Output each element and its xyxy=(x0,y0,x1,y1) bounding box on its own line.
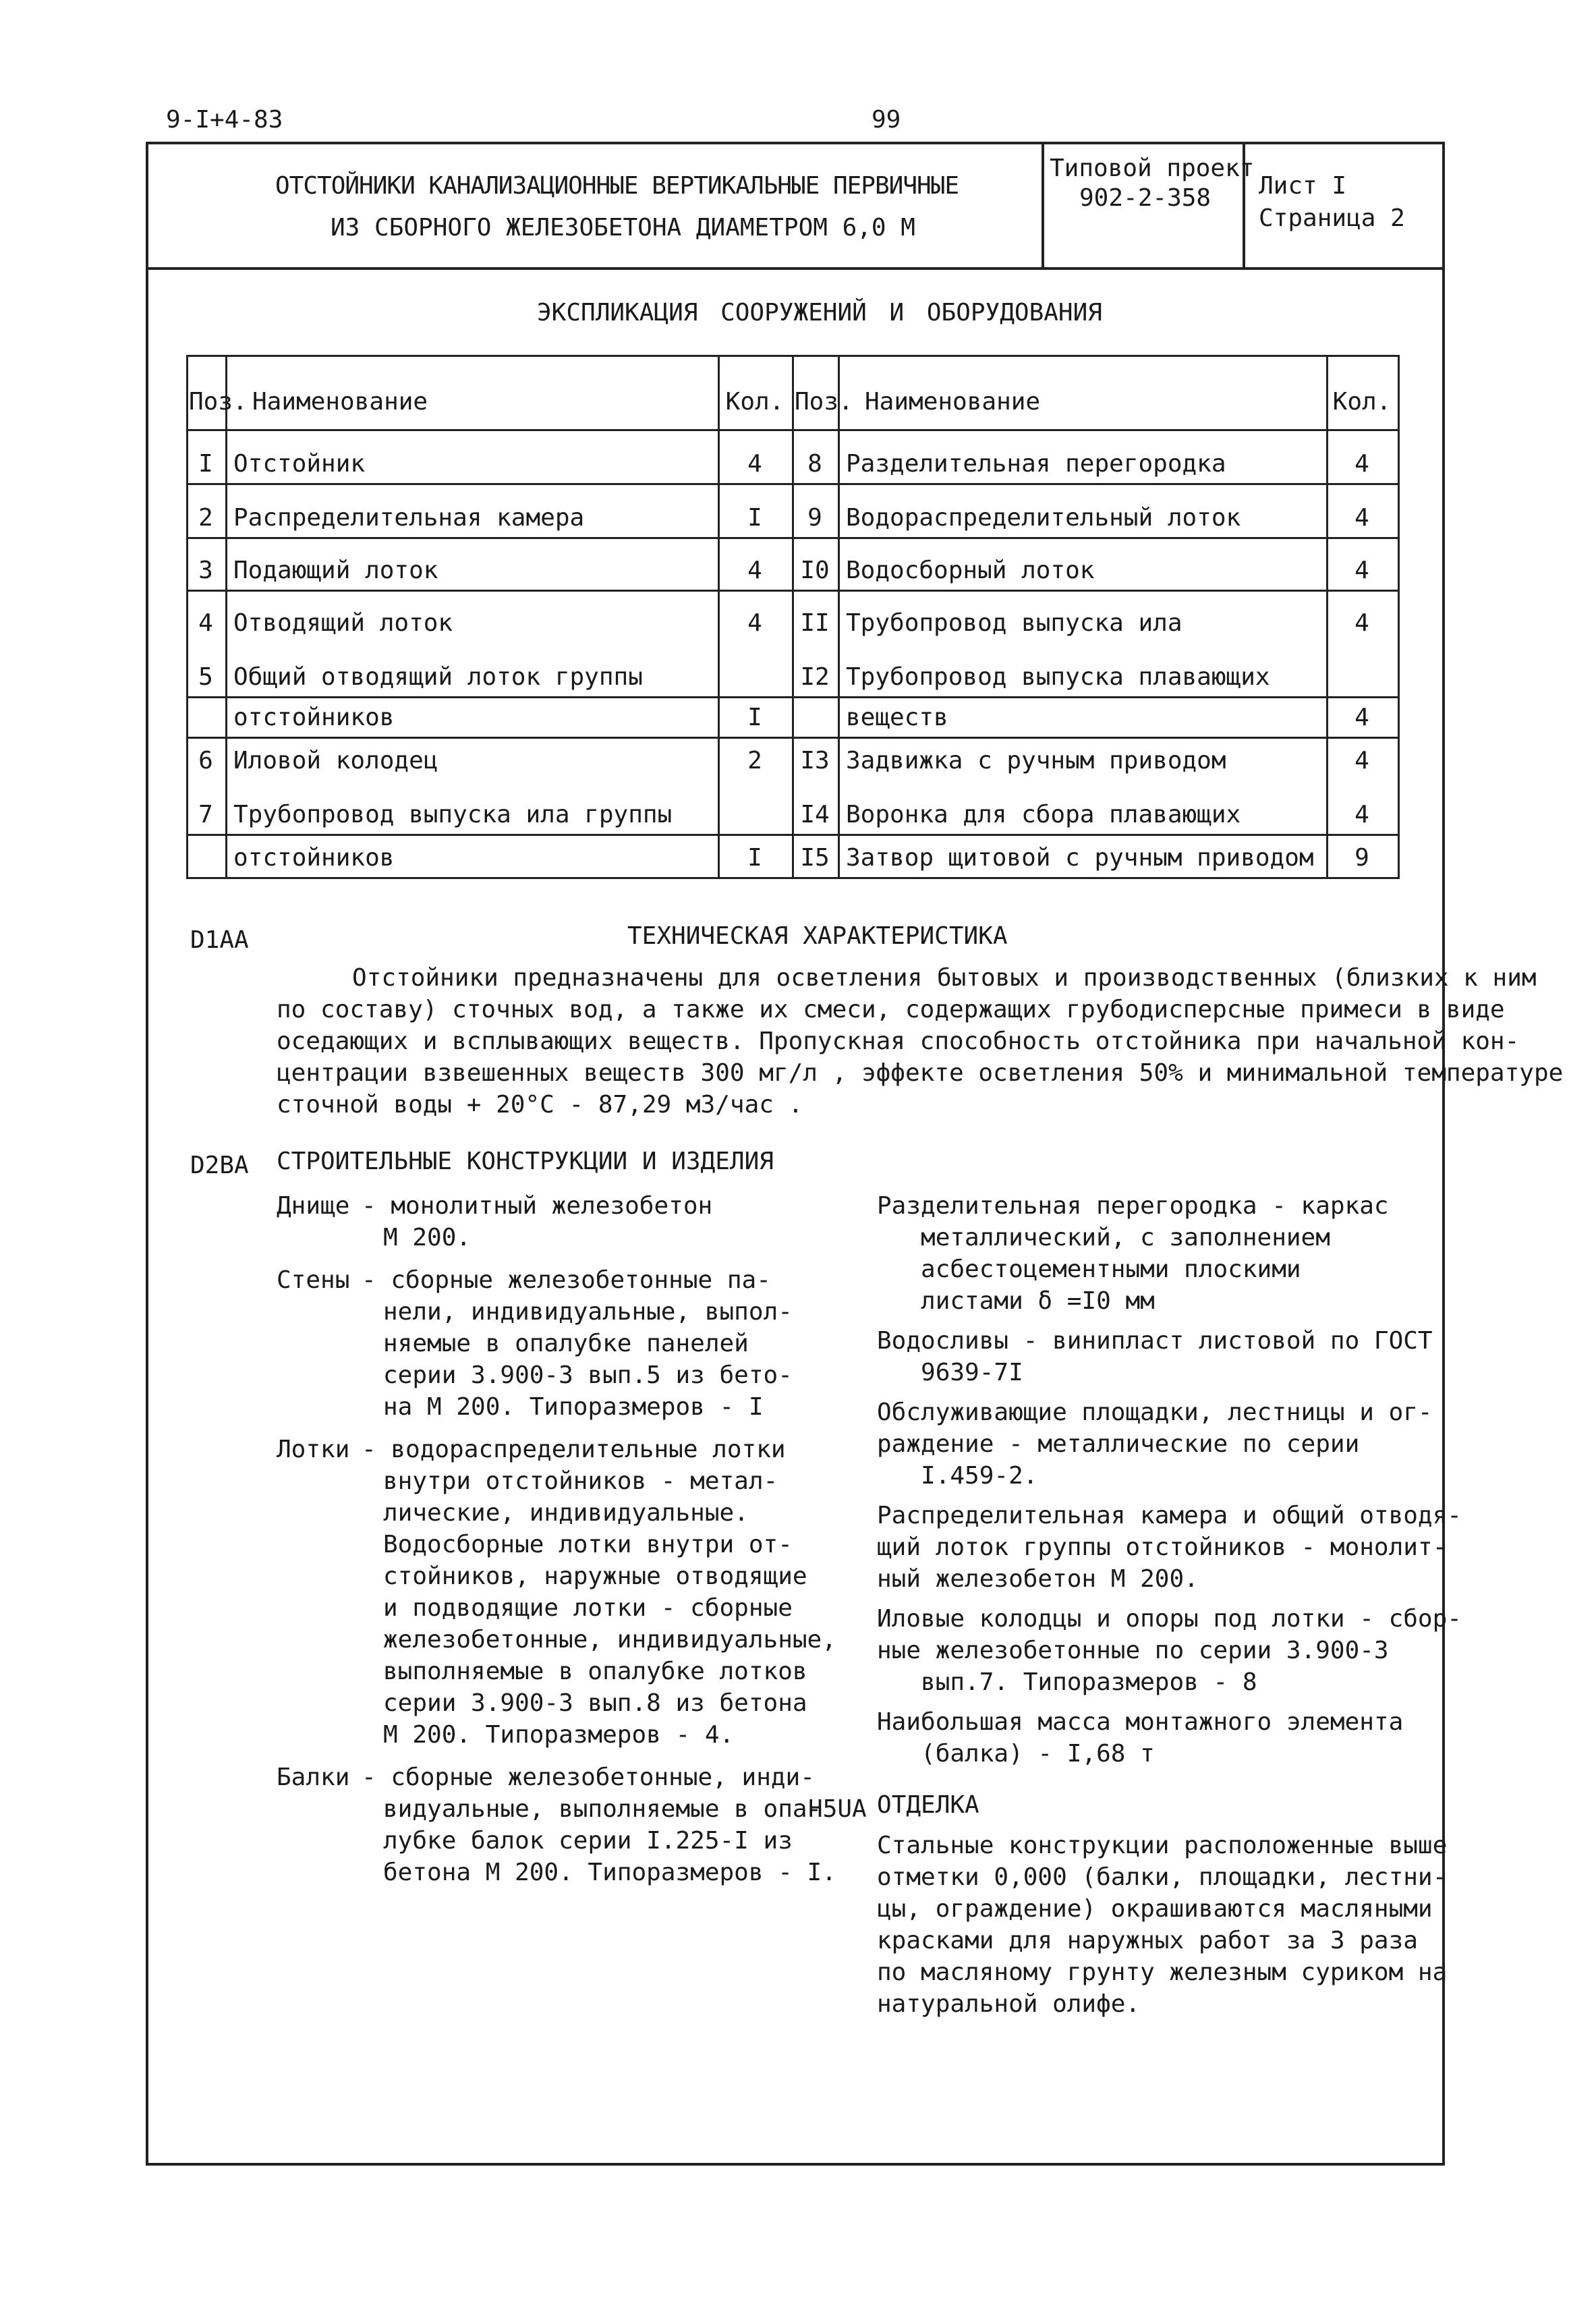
construction-label: Лотки xyxy=(277,1436,350,1463)
row-name: Разделительная перегородка xyxy=(846,450,1226,478)
construction-line: бетона М 200. Типоразмеров - I. xyxy=(383,1859,836,1886)
construction-note-line: металлический, с заполнением xyxy=(877,1224,1330,1251)
row-name: Трубопровод выпуска ила xyxy=(846,609,1182,637)
construction-line: серии 3.900-3 вып.8 из бетона xyxy=(383,1689,807,1717)
row-pos: I4 xyxy=(800,801,830,828)
construction-line: стойников, наружные отводящие xyxy=(383,1562,807,1590)
tech-marker: D1AA xyxy=(190,926,249,954)
header-qty: Кол. xyxy=(1332,388,1392,416)
construction-note-line: Наибольшая масса монтажного элемента xyxy=(877,1708,1404,1736)
construction-line: и подводящие лотки - сборные xyxy=(383,1594,793,1622)
row-qty: I xyxy=(747,504,762,532)
doc-code: 9-I+4-83 xyxy=(166,106,283,134)
row-name: Трубопровод выпуска ила группы xyxy=(233,801,673,828)
table-row-line xyxy=(186,834,1398,836)
construction-line: видуальные, выполняемые в опа- xyxy=(383,1795,822,1823)
construction-block xyxy=(277,1264,803,1423)
table-row-line xyxy=(186,483,1398,485)
title-line-2: ИЗ СБОРНОГО ЖЕЛЕЗОБЕТОНА ДИАМЕТРОМ 6,0 М xyxy=(331,214,915,242)
row-name: Общий отводящий лоток группы xyxy=(233,663,643,691)
table-row-line xyxy=(186,537,1398,539)
title-block-divider-1 xyxy=(1042,142,1044,269)
construction-line: Водосборные лотки внутри от- xyxy=(383,1531,793,1558)
row-qty: 9 xyxy=(1355,844,1369,872)
sheet-label: Лист I xyxy=(1259,172,1347,200)
row-name: Задвижка с ручным приводом xyxy=(846,747,1226,774)
row-pos: 7 xyxy=(198,801,213,828)
finishing-line: по масляному грунту железным суриком на xyxy=(877,1958,1448,1986)
tech-title: ТЕХНИЧЕСКАЯ ХАРАКТЕРИСТИКА xyxy=(627,922,1008,950)
tech-line: оседающих и всплывающих веществ. Пропускная способность отстойника при начальной кон- xyxy=(277,1027,1520,1055)
row-name: Воронка для сбора плавающих xyxy=(846,801,1241,828)
constructions-marker: D2BA xyxy=(190,1152,249,1179)
construction-line: - монолитный железобетон xyxy=(362,1192,713,1220)
construction-line: на М 200. Типоразмеров - I xyxy=(383,1393,764,1421)
row-pos: I xyxy=(198,450,213,478)
construction-note-line: щий лоток группы отстойников - монолит- xyxy=(877,1533,1448,1561)
row-pos: I3 xyxy=(800,747,830,774)
row-name: отстойников xyxy=(233,844,395,872)
table-row-line xyxy=(186,696,1398,698)
tech-line: центрации взвешенных веществ 300 мг/л , эффекте осветления 50% и минимальной температуре xyxy=(277,1059,1564,1087)
row-pos: 5 xyxy=(198,663,213,691)
construction-note-line: раждение - металлические по серии xyxy=(877,1430,1360,1458)
table-row-line xyxy=(186,737,1398,739)
construction-note xyxy=(877,1500,1462,1595)
construction-note-line: листами δ =I0 мм xyxy=(877,1287,1155,1315)
row-name: Распределительная камера xyxy=(233,504,585,532)
construction-note-line: Разделительная перегородка - каркас xyxy=(877,1192,1389,1220)
constructions-right-column xyxy=(877,1190,1462,1778)
construction-note-line: ные железобетонные по серии 3.900-3 xyxy=(877,1637,1389,1664)
construction-note-line: Обслуживающие площадки, лестницы и ог- xyxy=(877,1399,1433,1426)
header-qty: Кол. xyxy=(725,388,785,416)
construction-note-line: вып.7. Типоразмеров - 8 xyxy=(877,1668,1257,1696)
row-qty: I xyxy=(747,844,762,872)
construction-note-line: 9639-7I xyxy=(877,1359,1023,1386)
tech-line: сточной воды + 20°С - 87,29 м3/час . xyxy=(277,1091,803,1119)
row-qty: I xyxy=(747,704,762,731)
row-name: отстойников xyxy=(233,704,395,731)
construction-line: М 200. Типоразмеров - 4. xyxy=(383,1721,735,1749)
construction-line: няемые в опалубке панелей xyxy=(383,1330,749,1357)
tech-line: по составу) сточных вод, а также их смеси, содержащих грубодисперсные примеси в виде xyxy=(277,996,1505,1023)
construction-line: нели, индивидуальные, выпол- xyxy=(383,1298,793,1326)
construction-label: Днище xyxy=(277,1192,350,1220)
construction-line: лубке балок серии I.225-I из xyxy=(383,1827,793,1855)
finishing-marker: H5UA xyxy=(808,1795,867,1823)
construction-note xyxy=(877,1325,1433,1388)
row-pos: I2 xyxy=(800,663,830,691)
row-qty: 4 xyxy=(747,609,762,637)
row-qty: 4 xyxy=(1355,557,1369,584)
header-pos: Поз. xyxy=(189,388,248,416)
row-name: Водосборный лоток xyxy=(846,557,1095,584)
construction-note-line: I.459-2. xyxy=(877,1462,1038,1490)
row-pos: II xyxy=(800,609,830,637)
page-label: Страница 2 xyxy=(1259,204,1405,232)
construction-note-line: Водосливы - винипласт листовой по ГОСТ xyxy=(877,1327,1433,1355)
construction-note xyxy=(877,1190,1417,1317)
row-name: Затвор щитовой с ручным приводом xyxy=(846,844,1314,872)
construction-line: М 200. xyxy=(383,1224,472,1251)
finishing-line: цы, ограждение) окрашиваются масляными xyxy=(877,1895,1433,1923)
row-qty: 2 xyxy=(747,747,762,774)
finishing-line: натуральной олифе. xyxy=(877,1990,1141,2018)
construction-note xyxy=(877,1603,1462,1698)
construction-line: - водораспределительные лотки xyxy=(362,1436,786,1463)
explication-title: ЭКСПЛИКАЦИЯ СООРУЖЕНИЙ И ОБОРУДОВАНИЯ xyxy=(537,299,1102,327)
row-qty: 4 xyxy=(1355,450,1369,478)
finishing-line: Стальные конструкции расположенные выше xyxy=(877,1832,1448,1859)
row-name: Водораспределительный лоток xyxy=(846,504,1241,532)
header-name: Наименование xyxy=(865,388,1041,416)
row-pos: 9 xyxy=(807,504,822,532)
construction-label: Балки xyxy=(277,1764,350,1791)
row-pos: 6 xyxy=(198,747,213,774)
row-pos: 8 xyxy=(807,450,822,478)
row-pos: 4 xyxy=(198,609,213,637)
construction-note xyxy=(877,1397,1433,1492)
table-row-line xyxy=(186,590,1398,592)
row-qty: 4 xyxy=(1355,609,1369,637)
row-qty: 4 xyxy=(1355,704,1369,731)
construction-label: Стены xyxy=(277,1266,350,1294)
construction-line: внутри отстойников - метал- xyxy=(383,1467,778,1495)
construction-line: - сборные железобетонные па- xyxy=(362,1266,771,1294)
row-name: Трубопровод выпуска плавающих xyxy=(846,663,1270,691)
finishing-title: ОТДЕЛКА xyxy=(877,1791,979,1819)
construction-note xyxy=(877,1706,1417,1770)
finishing-paragraph xyxy=(877,1830,1447,2020)
construction-block xyxy=(277,1190,803,1253)
table-column-line xyxy=(838,355,840,879)
row-qty: 4 xyxy=(1355,801,1369,828)
title-line-1: ОТСТОЙНИКИ КАНАЛИЗАЦИОННЫЕ ВЕРТИКАЛЬНЫЕ ПЕРВИЧНЫЕ xyxy=(275,172,959,200)
project-label: Типовой проект xyxy=(1050,154,1255,182)
construction-line: лические, индивидуальные. xyxy=(383,1499,749,1527)
row-qty: 4 xyxy=(1355,504,1369,532)
construction-line: - сборные железобетонные, инди- xyxy=(362,1764,815,1791)
construction-note-line: Иловые колодцы и опоры под лотки - сбор- xyxy=(877,1605,1462,1633)
construction-line: выполняемые в опалубке лотков xyxy=(383,1658,807,1685)
row-name: Иловой колодец xyxy=(233,747,438,774)
construction-note-line: Распределительная камера и общий отводя- xyxy=(877,1502,1462,1529)
row-name: Подающий лоток xyxy=(233,557,438,584)
tech-line: Отстойники предназначены для осветления бытовых и производственных (близких к ним xyxy=(352,964,1537,992)
row-name: веществ xyxy=(846,704,948,731)
construction-line: железобетонные, индивидуальные, xyxy=(383,1626,836,1654)
row-pos: 2 xyxy=(198,504,213,532)
row-pos: 3 xyxy=(198,557,213,584)
construction-block xyxy=(277,1434,836,1751)
header-pos: Поз. xyxy=(795,388,853,416)
constructions-title: СТРОИТЕЛЬНЫЕ КОНСТРУКЦИИ И ИЗДЕЛИЯ xyxy=(277,1148,774,1175)
title-block-bottom-line xyxy=(146,267,1445,270)
row-qty: 4 xyxy=(747,450,762,478)
construction-note-line: ный железобетон М 200. xyxy=(877,1565,1199,1593)
tech-paragraph xyxy=(277,962,1563,1121)
row-pos: I0 xyxy=(800,557,830,584)
header-name: Наименование xyxy=(252,388,428,416)
table-column-line xyxy=(225,355,227,879)
finishing-line: красками для наружных работ за 3 раза xyxy=(877,1927,1418,1954)
row-name: Отстойник xyxy=(233,450,366,478)
construction-line: серии 3.900-3 вып.5 из бето- xyxy=(383,1361,793,1389)
page-number: 99 xyxy=(872,106,901,134)
construction-block xyxy=(277,1761,836,1888)
construction-note-line: (балка) - I,68 т xyxy=(877,1740,1155,1768)
constructions-left-column xyxy=(277,1190,836,1899)
table-column-line xyxy=(1398,355,1400,879)
row-pos: I5 xyxy=(800,844,830,872)
finishing-line: отметки 0,000 (балки, площадки, лестни- xyxy=(877,1863,1448,1891)
project-number: 902-2-358 xyxy=(1079,184,1212,212)
row-qty: 4 xyxy=(1355,747,1369,774)
row-name: Отводящий лоток xyxy=(233,609,453,637)
construction-note-line: асбестоцементными плоскими xyxy=(877,1256,1301,1283)
row-qty: 4 xyxy=(747,557,762,584)
